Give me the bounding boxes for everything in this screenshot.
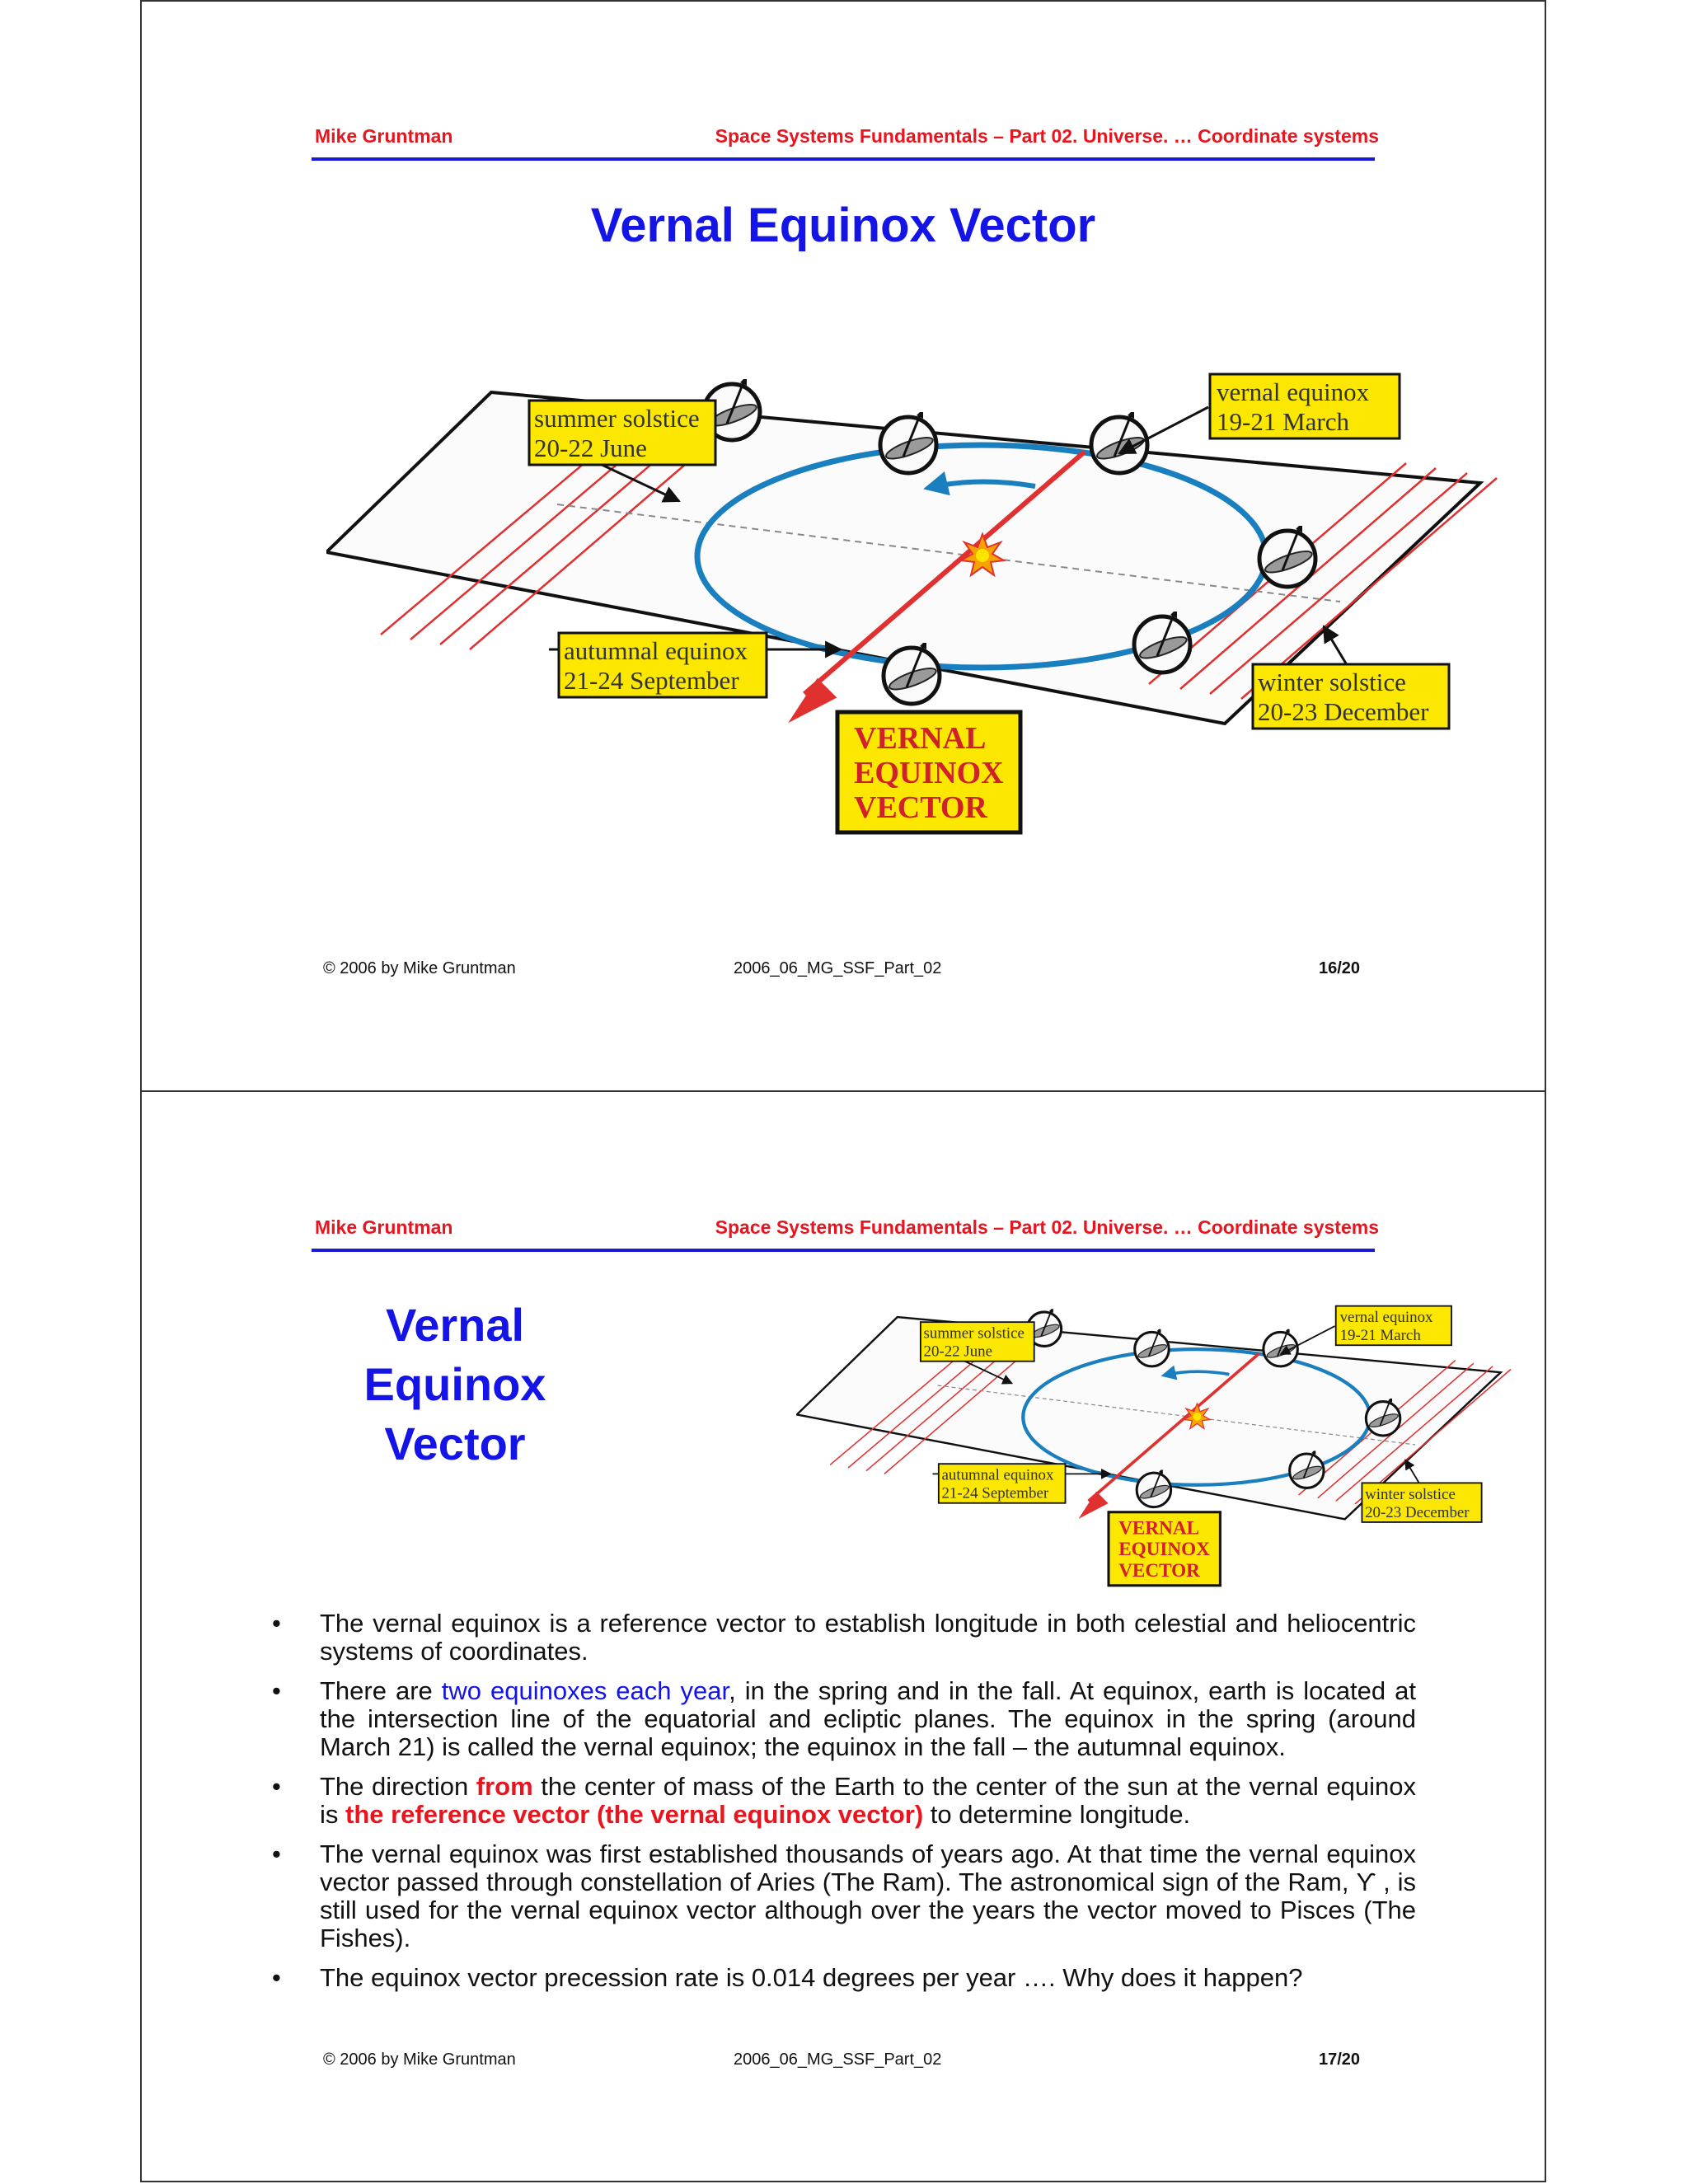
svg-text:VECTOR: VECTOR (1118, 1559, 1200, 1582)
slide-16 (140, 0, 1546, 1090)
label-winter-solstice: winter solstice (1258, 668, 1406, 696)
footer-page-number: 17/20 (1319, 2050, 1361, 2069)
header-author: Mike Gruntman (315, 1216, 453, 1238)
bullet-text: to determine longitude. (923, 1800, 1191, 1829)
bullet-text: There are (320, 1676, 442, 1705)
svg-text:20-23 December: 20-23 December (1365, 1503, 1470, 1521)
bullet-text: The direction (320, 1772, 476, 1801)
svg-text:winter solstice: winter solstice (1365, 1485, 1456, 1503)
bullet-item (272, 1840, 1416, 1952)
title-line-2: Equinox (363, 1358, 546, 1410)
slide-title: Vernal Equinox Vector (590, 199, 1096, 252)
footer-filename: 2006_06_MG_SSF_Part_02 (734, 2050, 942, 2069)
bullet-dot: • (272, 1963, 281, 1992)
svg-text:vernal equinox: vernal equinox (1339, 1309, 1433, 1327)
orbit-diagram-small (796, 1294, 1522, 1596)
footer-copyright: © 2006 by Mike Gruntman (323, 2050, 516, 2069)
vector-arrowhead (793, 681, 834, 719)
slide-title (331, 1296, 579, 1474)
bullet-emphasis-from: from (476, 1772, 533, 1801)
label-autumnal-equinox: autumnal equinox (564, 636, 748, 665)
bullet-text: The vernal equinox is a reference vector to establish longitude in both celestial and heliocentric systems of coordinates. (320, 1609, 1416, 1666)
bullet-dot: • (272, 1840, 281, 1868)
bullet-dot: • (272, 1676, 281, 1705)
label-vernal-equinox: vernal equinox (1217, 377, 1370, 406)
svg-text:autumnal equinox: autumnal equinox (941, 1466, 1054, 1484)
bullet-dot: • (272, 1772, 281, 1801)
label-vector-1: VERNAL (854, 721, 987, 756)
header-course-title: Space Systems Fundamentals – Part 02. Universe. … Coordinate systems (715, 1216, 1379, 1238)
label-summer-solstice: summer solstice (534, 404, 700, 433)
earth-march-icon (1091, 409, 1147, 473)
title-line-3: Vector (384, 1418, 526, 1469)
footer-copyright: © 2006 by Mike Gruntman (323, 959, 516, 977)
bullet-item (272, 1773, 1416, 1829)
orbit-diagram (326, 354, 1513, 849)
footer-filename: 2006_06_MG_SSF_Part_02 (734, 959, 942, 977)
footer-page-number: 16/20 (1319, 959, 1361, 977)
bullet-text: , in the spring and in the fall. At equinox, earth is located at the intersection line of the equatorial and ecliptic planes. The equinox in the spring (around March 21) is called the vernal equinox; the equinox in the fall – the autumnal equinox. (320, 1676, 1416, 1761)
title-line-1: Vernal (385, 1299, 525, 1351)
header-course-title: Space Systems Fundamentals – Part 02. Universe. … Coordinate systems (715, 125, 1379, 147)
label-vernal-dates: 19-21 March (1217, 407, 1349, 436)
svg-text:21-24 September: 21-24 September (941, 1484, 1049, 1502)
label-vector-3: VECTOR (854, 790, 987, 825)
header-author: Mike Gruntman (315, 125, 453, 147)
svg-text:summer solstice: summer solstice (923, 1324, 1025, 1343)
bullet-text: The vernal equinox was first established thousands of years ago. At that time the vernal equinox vector passed through constellation of Aries (The Ram). The astronomical sign of the Ram, ϒ , is still used for the vernal equinox vector although over the years the vector moved to Pisces (The Fishes). (320, 1840, 1416, 1952)
earth-apr-icon (880, 409, 936, 473)
label-summer-dates: 20-22 June (534, 434, 647, 462)
label-winter-dates: 20-23 December (1258, 697, 1429, 726)
header-rule (312, 157, 1375, 161)
svg-text:EQUINOX: EQUINOX (1118, 1539, 1210, 1561)
svg-text:19-21 March: 19-21 March (1339, 1327, 1421, 1345)
bullet-text: the center of mass of the Earth to the center of the sun at the vernal equinox is (320, 1772, 1416, 1829)
label-vector-2: EQUINOX (854, 756, 1004, 790)
label-autumnal-dates: 21-24 September (564, 666, 739, 695)
svg-text:VERNAL: VERNAL (1118, 1517, 1200, 1540)
bullet-item (272, 1677, 1416, 1761)
header-rule (312, 1249, 1375, 1252)
bullet-item (272, 1964, 1416, 1992)
slide-17 (140, 1091, 1546, 2181)
svg-text:20-22 June: 20-22 June (923, 1343, 993, 1361)
bullet-text: The equinox vector precession rate is 0.014 degrees per year …. Why does it happen? (320, 1963, 1303, 1992)
bullet-item (272, 1610, 1416, 1666)
bullet-emphasis-reference: the reference vector (the vernal equinox vector) (345, 1800, 924, 1829)
bullet-list (272, 1610, 1416, 2004)
bullet-highlight: two equinoxes each year (441, 1676, 729, 1705)
bullet-dot: • (272, 1609, 281, 1638)
